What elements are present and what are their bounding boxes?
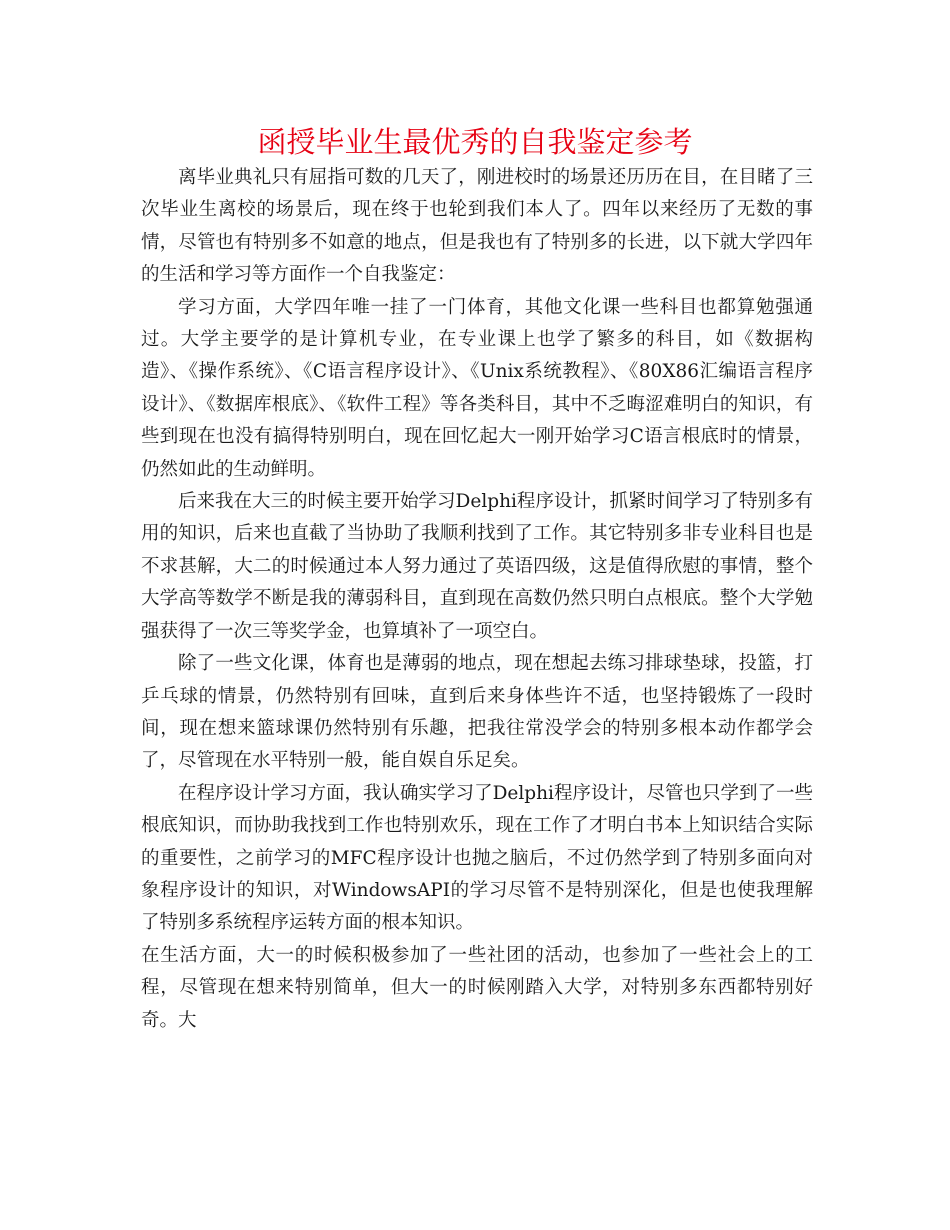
paragraph-programming: 在程序设计学习方面，我认确实学习了Delphi程序设计，尽管也只学到了一些根底知识，而协助我找到工作也特别欢乐，现在工作了才明白书本上知识结合实际的重要性，之前学习的MFC程序设计也抛之脑后，不过仍然学到了特别多面向对象程序设计的知识，对WindowsAPI的学习尽管不是特别深化，但是也使我理解了特别多系统程序运转方面的根本知识。 xyxy=(141,782,813,934)
paragraph-intro: 离毕业典礼只有屈指可数的几天了，刚进校时的场景还历历在目，在目睹了三次毕业生离校的场景后，现在终于也轮到我们本人了。四年以来经历了无数的事情，尽管也有特别多不如意的地点，但是我也有了特别多的长进，以下就大学四年的生活和学习等方面作一个自我鉴定： xyxy=(141,167,813,286)
paragraph-sports: 除了一些文化课，体育也是薄弱的地点，现在想起去练习排球垫球，投篮，打乒乓球的情景，仍然特别有回味，直到后来身体些许不适，也坚持锻炼了一段时间，现在想来篮球课仍然特别有乐趣，把我往常没学会的特别多根本动作都学会了，尽管现在水平特别一般，能自娱自乐足矣。 xyxy=(141,653,813,772)
document-body xyxy=(141,162,813,1037)
paragraph-study: 学习方面，大学四年唯一挂了一门体育，其他文化课一些科目也都算勉强通过。大学主要学的是计算机专业，在专业课上也学了繁多的科目，如《数据构造》、《操作系统》、《C语言程序设计》、《Unix系统教程》、《80X86汇编语言程序设计》、《数据库根底》、《软件工程》等各类科目，其中不乏晦涩难明白的知识，有些到现在也没有搞得特别明白，现在回忆起大一刚开始学习C语言根底时的情景，仍然如此的生动鲜明。 xyxy=(141,296,813,480)
paragraph-life: 在生活方面，大一的时候积极参加了一些社团的活动，也参加了一些社会上的工程，尽管现在想来特别简单，但大一的时候刚踏入大学，对特别多东西都特别好奇。大 xyxy=(141,944,813,1031)
document-title: 函授毕业生最优秀的自我鉴定参考 xyxy=(257,125,693,159)
paragraph-delphi: 后来我在大三的时候主要开始学习Delphi程序设计，抓紧时间学习了特别多有用的知识，后来也直截了当协助了我顺利找到了工作。其它特别多非专业科目也是不求甚解，大二的时候通过本人努力通过了英语四级，这是值得欣慰的事情，整个大学高等数学不断是我的薄弱科目，直到现在高数仍然只明白点根底。整个大学勉强获得了一次三等奖学金，也算填补了一项空白。 xyxy=(141,491,813,642)
